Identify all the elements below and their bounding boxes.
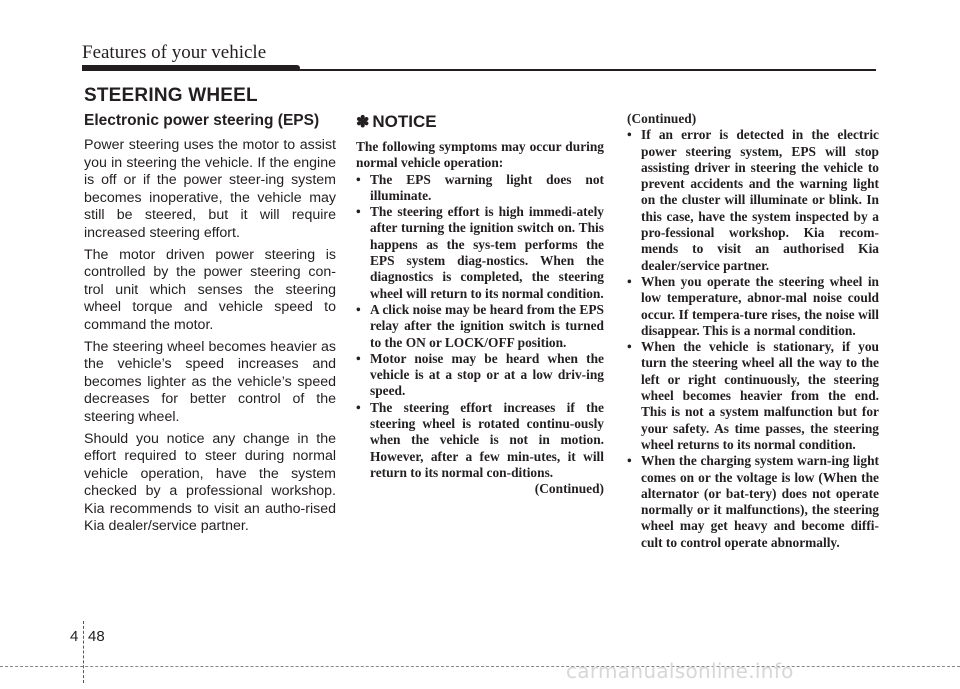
notice-asterisk-icon: ✽ bbox=[356, 114, 370, 131]
section-title: STEERING WHEEL bbox=[84, 85, 258, 106]
list-item-text: A click noise may be heard from the EPS relay after the ignition switch is turned to the ON or LOCK/OFF position. bbox=[370, 301, 604, 350]
list-item bbox=[627, 127, 879, 274]
eps-paragraph: Should you notice any change in the effort required to steer during normal vehicle operation, have the system checked by a professional workshop. Kia recommends to visit an autho-rised Kia dealer/service partner. bbox=[84, 430, 336, 535]
notice-title: NOTICE bbox=[372, 112, 437, 131]
notice-continued-list bbox=[627, 127, 879, 551]
continued-label: (Continued) bbox=[534, 481, 604, 497]
continued-heading: (Continued) bbox=[627, 111, 697, 126]
list-item bbox=[356, 400, 604, 481]
bullet-icon: • bbox=[356, 399, 361, 415]
list-item bbox=[627, 339, 879, 453]
bullet-icon: • bbox=[627, 273, 632, 289]
bullet-icon: • bbox=[356, 171, 361, 187]
eps-column bbox=[84, 111, 336, 540]
bullet-icon: • bbox=[356, 350, 361, 366]
list-item bbox=[627, 274, 879, 339]
list-item bbox=[356, 204, 604, 302]
notice-continued-column bbox=[627, 111, 879, 551]
footer-rule bbox=[0, 666, 960, 667]
notice-list bbox=[356, 172, 604, 482]
page-number: 48 bbox=[88, 628, 105, 645]
list-item-text: When the charging system warn-ing light comes on or the voltage is low (When the alternator (or bat-tery) does not operate normally or it malfunctions), the steering wheel may get heavy and become diffi-cult to control operate abnormally. bbox=[641, 453, 879, 550]
bullet-icon: • bbox=[627, 453, 632, 469]
eps-paragraph: The steering wheel becomes heavier as the vehicle’s speed increases and becomes lighter as the vehicle’s speed decreases for better control of the steering wheel. bbox=[84, 338, 336, 425]
list-item-text: The EPS warning light does not illuminate. bbox=[370, 171, 604, 203]
list-item bbox=[356, 172, 604, 205]
eps-paragraph: Power steering uses the motor to assist you in steering the vehicle. If the engine is off or if the power steer-ing system becomes inoperative, the vehicle may still be steered, but it will require increased steering effort. bbox=[84, 137, 336, 241]
header-title: Features of your vehicle bbox=[82, 42, 267, 63]
list-item bbox=[627, 453, 879, 551]
list-item-text: The steering effort increases if the steering wheel is rotated continu-ously when the vehicle is not in motion. However, after a few min-utes, it will return to its normal con-ditions. bbox=[370, 399, 604, 480]
bullet-icon: • bbox=[356, 301, 361, 317]
list-item-text: The steering effort is high immedi-ately after turning the ignition switch on. This happens as the sys-tem performs the EPS system diag-nostics. When the diagnostics is completed, the steering wheel will return to its normal condition. bbox=[370, 204, 604, 301]
list-item bbox=[356, 351, 604, 400]
notice-heading bbox=[356, 112, 604, 133]
header-rule-thin bbox=[296, 69, 876, 71]
bullet-icon: • bbox=[356, 204, 361, 220]
eps-heading: Electronic power steering (EPS) bbox=[84, 112, 320, 129]
list-item-text: Motor noise may be heard when the vehicle is at a stop or at a low driv-ing speed. bbox=[370, 350, 604, 399]
list-item-text: When you operate the steering wheel in low temperature, abnor-mal noise could occur. If tempera-ture rises, the noise will disappear. This is a normal condition. bbox=[641, 273, 879, 338]
footer-divider bbox=[83, 621, 85, 683]
watermark: carmanualsonline.info bbox=[566, 659, 794, 683]
list-item bbox=[356, 302, 604, 351]
list-item-text: When the vehicle is stationary, if you turn the steering wheel all the way to the left or right continuously, the steering wheel becomes heavier from the end. This is not a system malfunction but for your safety. As time passes, the steering wheel returns to its normal condition. bbox=[641, 339, 879, 452]
list-item-text: If an error is detected in the electric power steering system, EPS will stop assisting driver in steering the vehicle to prevent accidents and the warning light on the cluster will illuminate or blink. In this case, have the system inspected by a pro-fessional workshop. Kia recom-mends to visit an authorised Kia dealer/service partner. bbox=[641, 127, 879, 273]
bullet-icon: • bbox=[627, 127, 632, 143]
notice-intro: The following symptoms may occur during normal vehicle operation: bbox=[356, 139, 604, 171]
notice-body bbox=[356, 139, 604, 498]
bullet-icon: • bbox=[627, 339, 632, 355]
notice-column bbox=[356, 112, 604, 498]
eps-paragraph: The motor driven power steering is controlled by the power steering con-trol unit which senses the steering wheel torque and vehicle speed to command the motor. bbox=[84, 246, 336, 333]
header-rule-thick bbox=[82, 65, 300, 71]
chapter-number: 4 bbox=[70, 628, 79, 645]
